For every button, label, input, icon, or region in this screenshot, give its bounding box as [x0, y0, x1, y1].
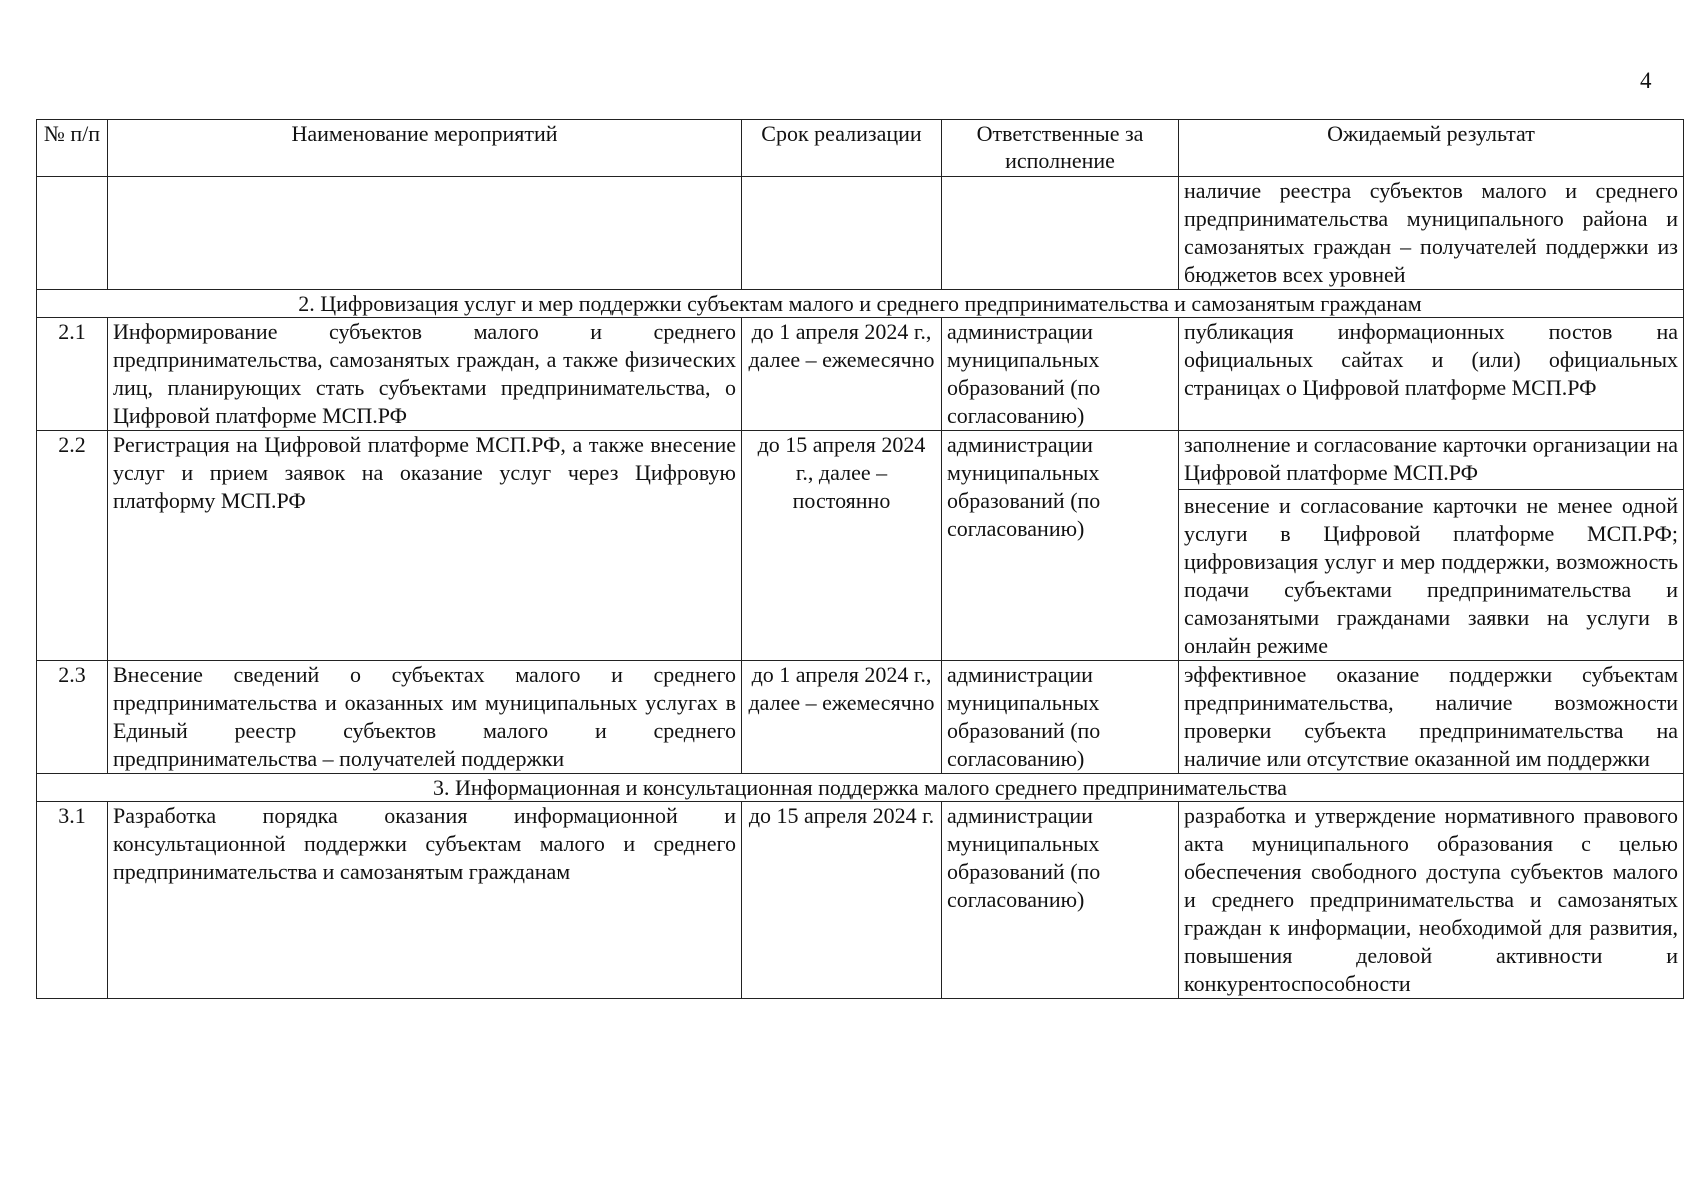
result-item: внесение и согласование карточки не менее одной услуги в Цифровой платформе МСП.РФ; цифровизация услуг и мер поддержки, возможность подачи субъектами предпринимательства и самозанятыми гражданами заявки на услуги в онлайн режиме	[1184, 493, 1678, 658]
cell-number: 2.2	[37, 431, 108, 661]
section-title: 2. Цифровизация услуг и мер поддержки субъектам малого и среднего предпринимательства и самозанятым гражданам	[37, 290, 1684, 318]
table-row-continuation	[37, 177, 1684, 290]
header-measure-name: Наименование мероприятий	[108, 120, 742, 177]
result-item: заполнение и согласование карточки организации на Цифровой платформе МСП.РФ	[1179, 431, 1683, 490]
header-term: Срок реализации	[742, 120, 942, 177]
cell-responsible: администрации муниципальных образований (по согласованию)	[942, 318, 1179, 431]
cell-term: до 1 апреля 2024 г., далее – ежемесячно	[742, 318, 942, 431]
cell-measure-name: Информирование субъектов малого и среднего предпринимательства, самозанятых граждан, а также физических лиц, планирующих стать субъектами предпринимательства, о Цифровой платформе МСП.РФ	[108, 318, 742, 431]
table-row	[37, 318, 1684, 431]
cell-expected-result: публикация информационных постов на официальных сайтах и (или) официальных страницах о Цифровой платформе МСП.РФ	[1179, 318, 1684, 431]
table-row	[37, 802, 1684, 999]
header-number: № п/п	[37, 120, 108, 177]
cell-responsible	[942, 177, 1179, 290]
cell-measure-name: Внесение сведений о субъектах малого и среднего предпринимательства и оказанных им муниципальных услугах в Единый реестр субъектов малого и среднего предпринимательства – получателей поддержки	[108, 661, 742, 774]
cell-term: до 1 апреля 2024 г., далее – ежемесячно	[742, 661, 942, 774]
cell-number: 3.1	[37, 802, 108, 999]
table-row	[37, 661, 1684, 774]
cell-number: 2.3	[37, 661, 108, 774]
cell-measure-name	[108, 177, 742, 290]
cell-expected-result: разработка и утверждение нормативного правового акта муниципального образования с целью обеспечения свободного доступа субъектов малого и среднего предпринимательства и самозанятых граждан к информации, необходимой для развития, повышения деловой активности и конкурентоспособности	[1179, 802, 1684, 999]
cell-responsible: администрации муниципальных образований (по согласованию)	[942, 431, 1179, 661]
cell-number	[37, 177, 108, 290]
cell-term: до 15 апреля 2024 г.	[742, 802, 942, 999]
header-responsible: Ответственные за исполнение	[942, 120, 1179, 177]
section-title: 3. Информационная и консультационная поддержка малого среднего предпринимательства	[37, 774, 1684, 802]
cell-term: до 15 апреля 2024 г., далее – постоянно	[742, 431, 942, 661]
cell-number: 2.1	[37, 318, 108, 431]
cell-measure-name: Разработка порядка оказания информационной и консультационной поддержки субъектам малого и среднего предпринимательства и самозанятым гражданам	[108, 802, 742, 999]
cell-term	[742, 177, 942, 290]
page-number: 4	[1640, 68, 1652, 93]
table-row	[37, 431, 1684, 661]
cell-responsible: администрации муниципальных образований (по согласованию)	[942, 661, 1179, 774]
header-expected-result: Ожидаемый результат	[1179, 120, 1684, 177]
cell-expected-result	[1179, 431, 1684, 661]
cell-responsible: администрации муниципальных образований (по согласованию)	[942, 802, 1179, 999]
measures-table	[36, 119, 1684, 999]
table-header-row	[37, 120, 1684, 177]
section-row-2	[37, 290, 1684, 318]
section-row-3	[37, 774, 1684, 802]
cell-expected-result: эффективное оказание поддержки субъектам предпринимательства, наличие возможности проверки субъекта предпринимательства на наличие или отсутствие оказанной им поддержки	[1179, 661, 1684, 774]
cell-measure-name: Регистрация на Цифровой платформе МСП.РФ, а также внесение услуг и прием заявок на оказание услуг через Цифровую платформу МСП.РФ	[108, 431, 742, 661]
cell-expected-result: наличие реестра субъектов малого и среднего предпринимательства муниципального района и самозанятых граждан – получателей поддержки из бюджетов всех уровней	[1179, 177, 1684, 290]
